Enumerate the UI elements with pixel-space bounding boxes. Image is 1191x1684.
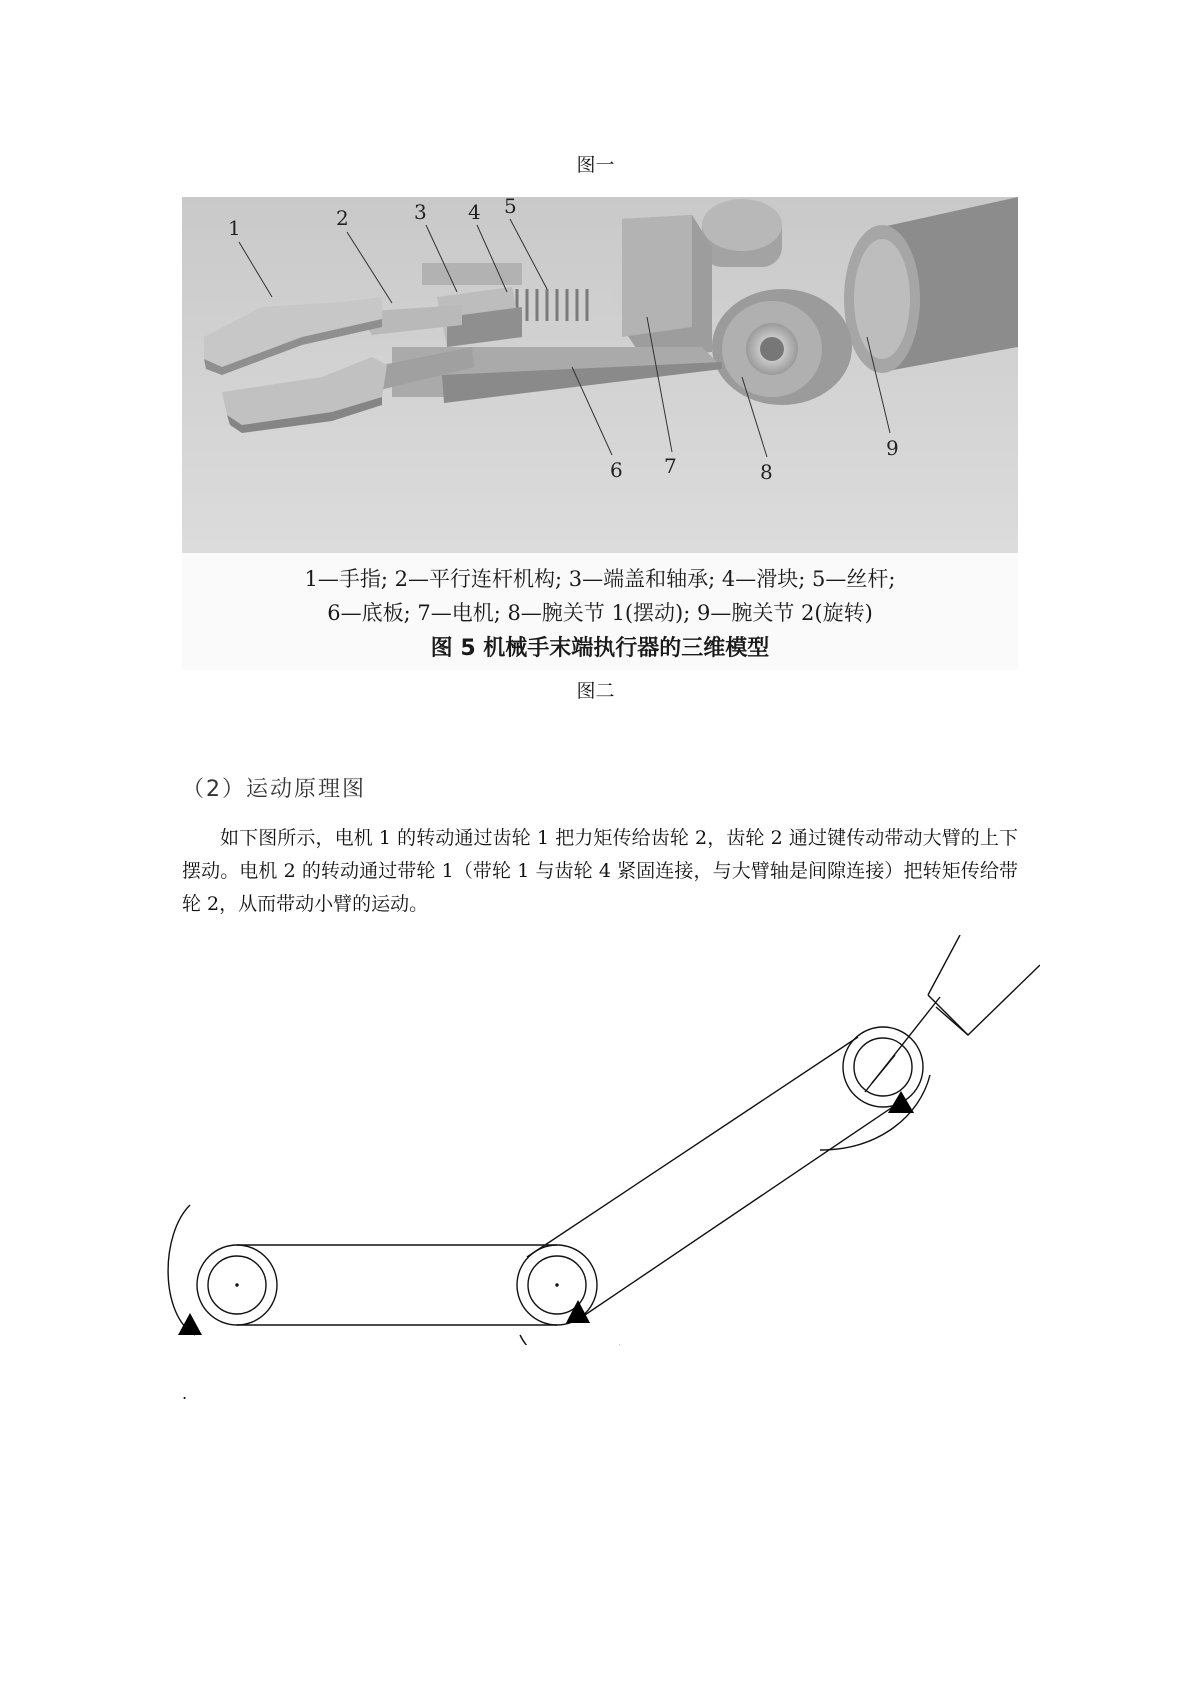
left-support-triangle [178,1313,202,1335]
figure-1-caption: 图一 [576,154,615,176]
callout-1: 1 [228,216,241,240]
callout-9: 9 [886,436,899,460]
end-effector-block [928,935,1040,1035]
callout-5: 5 [504,197,517,218]
middle-rotation-arrow [520,1335,620,1345]
upper-arm-top-edge [527,1037,858,1257]
callout-2: 2 [336,206,349,230]
motion-principle-diagram [160,935,1040,1345]
legend-line-1: 1—手指; 2—平行连杆机构; 3—端盖和轴承; 4—滑块; 5—丝杆; [304,567,896,591]
figure-5-title: 图 5 机械手末端执行器的三维模型 [430,636,770,661]
top-pulley-inner [854,1038,912,1096]
trailing-dot: . [182,1384,188,1403]
callout-3: 3 [414,200,427,224]
upper-arm-bottom-edge [576,1100,903,1321]
figure-2-caption: 图二 [576,680,615,702]
callout-6: 6 [610,458,623,482]
top-pulley-outer [843,1027,923,1107]
callout-8: 8 [760,460,773,484]
end-effector-3d-render [182,197,1018,553]
body-paragraph: 如下图所示，电机 1 的转动通过齿轮 1 把力矩传给齿轮 2，齿轮 2 通过键传动带动大臂的上下摆动。电机 2 的转动通过带轮 1（带轮 1 与齿轮 4 紧固连接，与大臂轴是间隙连接）把转矩传给带轮 2，从而带动小臂的运动。 [182,827,1018,915]
callout-7: 7 [664,454,677,478]
section-heading: （2）运动原理图 [182,777,366,802]
legend-line-2: 6—底板; 7—电机; 8—腕关节 1(摆动); 9—腕关节 2(旋转) [327,601,873,625]
callout-4: 4 [468,200,481,224]
figure-2-legend [182,553,1018,670]
